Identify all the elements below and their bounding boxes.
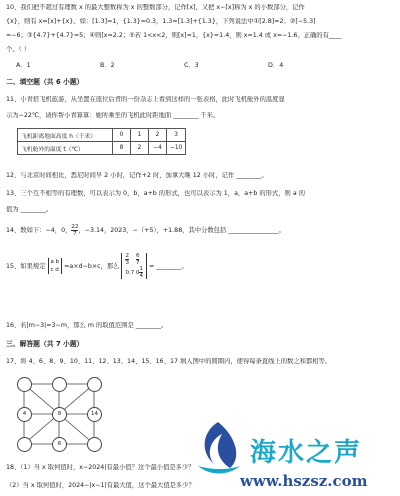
det-0.7: 0.7 xyxy=(125,270,135,276)
det-c: c xyxy=(50,267,54,273)
circle-node-4[interactable]: 4 xyxy=(17,407,32,422)
circle-node[interactable] xyxy=(87,377,102,392)
table-cell: −10 xyxy=(167,142,186,155)
circle-node-8[interactable]: 8 xyxy=(52,407,67,422)
wave-logo-icon xyxy=(192,418,244,478)
q10-line2: {x}，则有 x=[x]+{x}。如：[1.3]=1，{1.3}=0.3，1.3=[1.3]+{1.3}，下列说法中①[2.8]=2；②[−5.3] xyxy=(6,18,316,25)
q15-definition: =a×d−b×c，那么 xyxy=(64,263,120,270)
circle-node[interactable] xyxy=(17,377,32,392)
den: 3 xyxy=(125,260,129,266)
frac-2-3 xyxy=(125,253,129,266)
section-fill-blank-heading: 二、填空题（共 6 小题） xyxy=(6,78,84,86)
choice-b[interactable]: B．2 xyxy=(100,62,115,69)
det-a: a xyxy=(50,259,54,265)
q18-line2: （2）当 x 取何值时，2024−|x−1|有最大值，这个最大值是多少？ xyxy=(6,482,195,489)
fraction-numerator: 22 xyxy=(71,223,79,230)
q10-line1: 10、我们把不超过有理数 x 的最大整数称为 x 的整数部分，记作[x]，又把 x−[x]称为 x 的小数部分，记作 xyxy=(6,4,305,11)
det-b: b xyxy=(55,259,60,265)
mixed-int: 0 xyxy=(135,270,140,276)
q11-line2: 示为−22℃，请你帮小青算算：她所乘坐的飞机此时距地面 ________ 千米。 xyxy=(6,112,220,119)
circle-node-6[interactable]: 6 xyxy=(52,437,67,452)
frac-1-4 xyxy=(139,266,143,279)
circle-node[interactable] xyxy=(52,377,67,392)
fraction-denominator: 7 xyxy=(73,230,77,237)
num: 1 xyxy=(139,266,143,272)
altitude-temperature-table xyxy=(17,128,186,155)
q13-line2: 值为 ________。 xyxy=(6,206,53,213)
table-cell: 2 xyxy=(131,142,149,155)
table-cell: 3 xyxy=(167,129,186,142)
frac-6-7 xyxy=(136,253,140,266)
table-cell-label: 飞机舱外的温度 t（℃） xyxy=(18,142,113,155)
q11-line1: 11、小青搭飞机旅游，从坐置在座位后背的一份杂志上看到这样的一张表格，此时飞机舱外的温度显 xyxy=(6,96,285,103)
q15 xyxy=(6,250,394,290)
circle-node[interactable] xyxy=(87,437,102,452)
num: 6 xyxy=(135,253,140,259)
watermark-url[interactable]: www.hszsz.com xyxy=(240,472,368,490)
q15-prefix: 15、如果规定 xyxy=(6,263,46,270)
determinant-numeric xyxy=(121,253,147,279)
choice-d[interactable]: D．4 xyxy=(268,62,284,69)
q10-line3: =−6；③{4.7}+{4.7}=5；④则[x=2.2；⑤若 1<x<2，则[x]=1，{x}=1.4，则 x=1.4 或 x=−1.6。正确的有____ xyxy=(6,32,342,39)
q10-choices xyxy=(16,62,394,70)
table-cell: 1 xyxy=(131,129,149,142)
choice-a[interactable]: A．1 xyxy=(16,62,31,69)
circle-node[interactable] xyxy=(17,437,32,452)
q17-text: 17、将 4、6、8、9、10、11、12、13、14、15、16、17 填入图中的圆圈内，使得每条直线上的数之和都相等。 xyxy=(6,358,332,365)
q16-text: 16、若|m−3|=3−m，那么 m 的取值范围是 ________。 xyxy=(6,322,168,329)
q15-suffix: = ________。 xyxy=(149,263,188,270)
choice-c[interactable]: C．3 xyxy=(184,62,199,69)
watermark-name: 海水之声 xyxy=(250,438,363,468)
table-cell: 0 xyxy=(113,129,131,142)
table-row xyxy=(18,129,186,142)
table-cell-label: 飞机距离地面高度 h（千米） xyxy=(18,129,113,142)
section-answer-heading: 三、解答题（共 7 小题） xyxy=(6,340,84,348)
q14 xyxy=(6,222,394,240)
table-cell: 8 xyxy=(113,142,131,155)
q13-line1: 13、三个互不相等的有理数，可以表示为 0，b，a+b 的形式，也可以表示为 1，a，a+b 的形式，则 a 的 xyxy=(6,190,305,197)
q18-line1: 18、（1）当 x 取何值时，x−2024|有最小值？这个最小值是多少？ xyxy=(6,464,195,471)
determinant-abcd xyxy=(48,258,63,274)
det-d: d xyxy=(55,267,59,273)
q10-line4: 个。（ ） xyxy=(6,46,31,53)
q12-text: 12、与北京时间相比，悉尼时间早 2 小时，记作+2 时，加拿大晚 12 小时，记作 ________。 xyxy=(6,172,268,179)
table-cell: 2 xyxy=(149,129,167,142)
q14-suffix: ，−3.14，2023，−（+5），+1.88，其中分数包括 ________________。 xyxy=(78,227,285,234)
den: 7 xyxy=(135,260,140,266)
table-row xyxy=(18,142,186,155)
table-cell: −4 xyxy=(149,142,167,155)
q14-prefix: 14、数如下：−4，0， xyxy=(6,227,72,234)
circle-node-14[interactable]: 14 xyxy=(87,407,102,422)
num: 2 xyxy=(125,253,129,259)
den: 4 xyxy=(139,273,143,279)
